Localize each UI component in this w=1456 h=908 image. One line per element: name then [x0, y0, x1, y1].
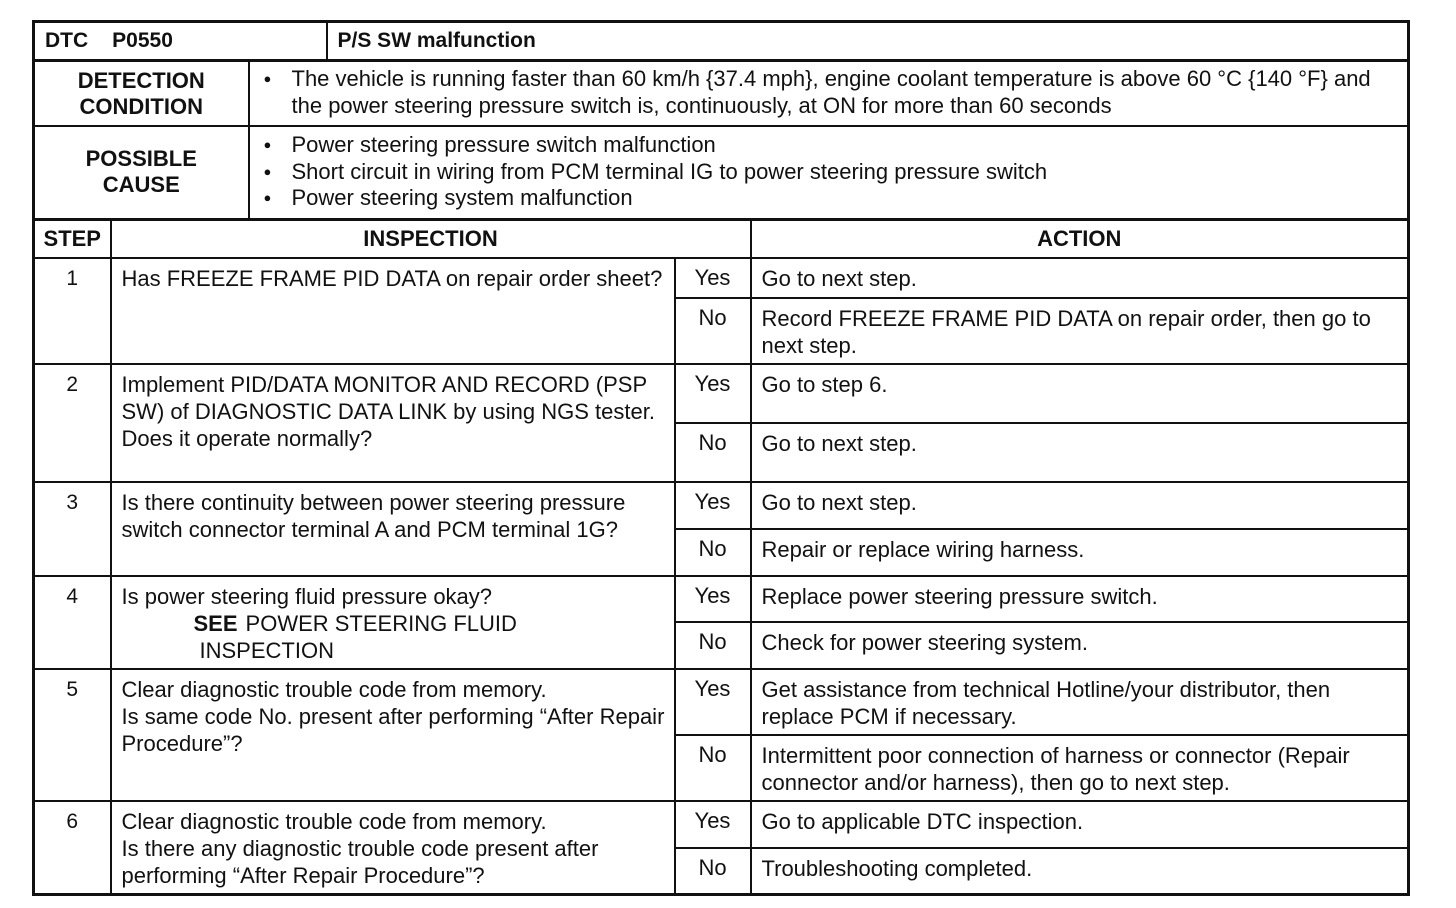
no-action: Repair or replace wiring harness.	[751, 529, 1409, 576]
no-label: No	[675, 735, 751, 801]
table-row	[34, 258, 1409, 298]
detection-label-line1: DETECTION	[77, 67, 205, 93]
cause-item: ● Power steering pressure switch malfunction	[264, 132, 1400, 159]
inspection-line: Has FREEZE FRAME PID DATA on repair order sheet?	[121, 265, 663, 291]
no-label: No	[675, 298, 751, 364]
dtc-label: DTC	[45, 29, 89, 52]
detection-label	[34, 61, 249, 127]
inspection-column-header: INSPECTION	[111, 219, 751, 258]
inspection-text	[111, 576, 675, 669]
yes-action: Go to next step.	[751, 482, 1409, 529]
yes-label: Yes	[675, 364, 751, 423]
inspection-text	[111, 482, 675, 576]
yes-action: Replace power steering pressure switch.	[751, 576, 1409, 623]
yes-label: Yes	[675, 482, 751, 529]
step-number: 4	[34, 576, 111, 669]
no-action: Record FREEZE FRAME PID DATA on repair order, then go to next step.	[751, 298, 1409, 364]
table-row	[34, 801, 1409, 849]
dtc-sheet	[32, 20, 1410, 896]
info-table	[32, 59, 1410, 221]
no-action: Intermittent poor connection of harness or connector (Repair connector and/or harness), then go to next step.	[751, 735, 1409, 801]
see-reference-text: POWER STEERING FLUID	[245, 610, 517, 636]
inspection-line: Does it operate normally?	[121, 425, 373, 451]
dtc-title: P/S SW malfunction	[327, 22, 1409, 61]
possible-cause-cell	[249, 126, 1409, 219]
inspection-line: Is there any diagnostic trouble code present after performing “After Repair Procedure”?	[121, 835, 599, 888]
cause-label-line2: CAUSE	[102, 172, 180, 198]
table-row	[34, 669, 1409, 735]
step-number: 6	[34, 801, 111, 895]
inspection-text	[111, 801, 675, 895]
yes-action: Go to next step.	[751, 258, 1409, 298]
table-row	[34, 364, 1409, 423]
detection-label-line2: CONDITION	[79, 93, 203, 119]
inspection-text	[111, 364, 675, 482]
detection-list	[250, 62, 1408, 125]
no-action: Troubleshooting completed.	[751, 848, 1409, 894]
inspection-line: Is power steering fluid pressure okay?	[121, 583, 493, 609]
table-row	[34, 482, 1409, 529]
detection-item: ● The vehicle is running faster than 60 km/h {37.4 mph}, engine coolant temperature is above 60 °C {140 °F} and the power steering pressure switch is, continuously, at ON for more than 60 seconds	[264, 66, 1400, 119]
step-column-header: STEP	[34, 219, 111, 258]
action-column-header: ACTION	[751, 219, 1409, 258]
cause-item: ● Power steering system malfunction	[264, 185, 1400, 212]
see-reference	[122, 610, 668, 637]
yes-label: Yes	[675, 669, 751, 735]
yes-label: Yes	[675, 258, 751, 298]
no-action: Check for power steering system.	[751, 622, 1409, 669]
step-number: 5	[34, 669, 111, 801]
inspection-table	[32, 218, 1410, 896]
cause-label-line1: POSSIBLE	[85, 146, 197, 172]
see-label: SEE	[193, 610, 238, 636]
cause-list	[250, 127, 1408, 218]
yes-action: Go to step 6.	[751, 364, 1409, 423]
dtc-header-table	[32, 20, 1410, 62]
inspection-text	[111, 258, 675, 364]
inspection-line: Is there continuity between power steering pressure switch connector terminal A and PCM terminal 1G?	[121, 489, 626, 542]
cause-item: ● Short circuit in wiring from PCM terminal IG to power steering pressure switch	[264, 159, 1400, 186]
cause-label	[34, 126, 249, 219]
detection-row	[34, 61, 1409, 127]
inspection-line: Implement PID/DATA MONITOR AND RECORD (PSP SW) of DIAGNOSTIC DATA LINK by using NGS tester.	[121, 371, 655, 424]
no-action: Go to next step.	[751, 423, 1409, 482]
step-number: 3	[34, 482, 111, 576]
no-label: No	[675, 622, 751, 669]
yes-action: Go to applicable DTC inspection.	[751, 801, 1409, 849]
dtc-code: P0550	[112, 29, 173, 52]
yes-label: Yes	[675, 801, 751, 849]
dtc-code-cell	[34, 22, 327, 61]
dtc-header-row	[34, 22, 1409, 61]
see-reference-text-2: INSPECTION	[199, 637, 334, 663]
step-number: 2	[34, 364, 111, 482]
yes-action: Get assistance from technical Hotline/your distributor, then replace PCM if necessary.	[751, 669, 1409, 735]
inspection-line: Clear diagnostic trouble code from memory.	[121, 808, 547, 834]
no-label: No	[675, 848, 751, 894]
step-number: 1	[34, 258, 111, 364]
detection-condition-cell	[249, 61, 1409, 127]
inspection-line: Clear diagnostic trouble code from memory.	[121, 676, 547, 702]
no-label: No	[675, 423, 751, 482]
no-label: No	[675, 529, 751, 576]
column-header-row	[34, 219, 1409, 258]
cause-row	[34, 126, 1409, 219]
table-row	[34, 576, 1409, 623]
inspection-line: Is same code No. present after performing “After Repair Procedure”?	[121, 703, 665, 756]
inspection-text	[111, 669, 675, 801]
yes-label: Yes	[675, 576, 751, 623]
